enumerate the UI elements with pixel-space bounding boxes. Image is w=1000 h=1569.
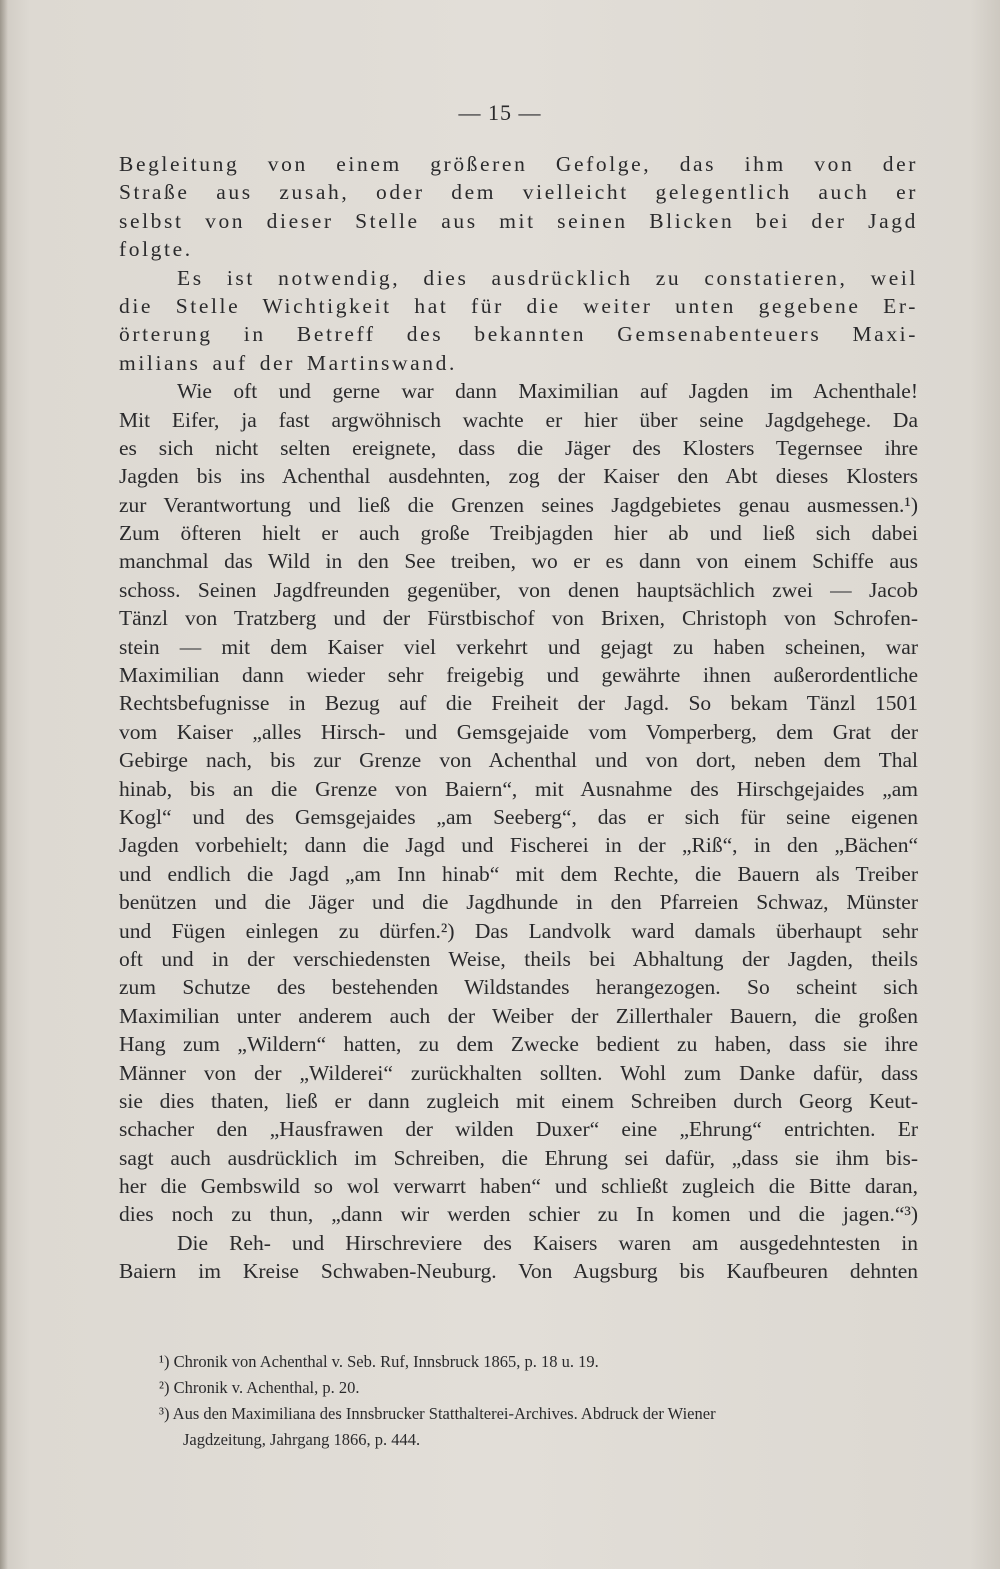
- text-line: Männer von der „Wilderei“ zurückhalten sollten. Wohl zum Danke dafür, dass: [119, 1060, 918, 1085]
- text-line: Hang zum „Wildern“ hatten, zu dem Zwecke bedient zu haben, dass sie ihre: [119, 1032, 918, 1057]
- text-line: sie dies thaten, ließ er dann zugleich mit einem Schreiben durch Georg Keut-: [119, 1088, 918, 1113]
- text-line: schacher den „Hausfrawen der wilden Duxer“ eine „Ehrung“ entrichten. Er: [119, 1117, 918, 1142]
- text-line: Die Reh- und Hirschreviere des Kaisers waren am ausgedehntesten in: [177, 1230, 918, 1255]
- text-line: oft und in der verschiedensten Weise, theils bei Abhaltung der Jagden, theils: [119, 946, 918, 971]
- text-line: Zum öfteren hielt er auch große Treibjagden hier ab und ließ sich dabei: [119, 521, 918, 546]
- text-line: Es ist notwendig, dies ausdrücklich zu constatieren, weil: [177, 265, 918, 290]
- text-line: Kogl“ und des Gemsgejaides „am Seeberg“, das er sich für seine eigenen: [119, 804, 918, 829]
- text-line: selbst von dieser Stelle aus mit seinen Blicken bei der Jagd: [119, 208, 918, 233]
- text-line: Gebirge nach, bis zur Grenze von Achenthal und von dort, neben dem Thal: [119, 748, 918, 773]
- footnote: ²) Chronik v. Achenthal, p. 20.: [159, 1378, 360, 1397]
- text-line: manchmal das Wild in den See treiben, wo er es dann von einem Schiffe aus: [119, 549, 918, 574]
- text-line: und endlich die Jagd „am Inn hinab“ mit dem Rechte, die Bauern als Treiber: [119, 861, 918, 886]
- text-line: Tänzl von Tratzberg und der Fürstbischof von Brixen, Christoph von Schrofen-: [119, 606, 918, 631]
- text-line: Jagden vorbehielt; dann die Jagd und Fischerei in der „Riß“, in den „Bächen“: [119, 833, 918, 858]
- text-line: folgte.: [119, 237, 193, 262]
- text-line: Straße aus zusah, oder dem vielleicht gelegentlich auch er: [119, 180, 918, 205]
- text-line: Jagden bis ins Achenthal ausdehnten, zog der Kaiser den Abt dieses Klosters: [119, 464, 918, 489]
- text-line: dies noch zu thun, „dann wir werden schier zu In komen und die jagen.“³): [119, 1202, 918, 1227]
- text-line: vom Kaiser „alles Hirsch- und Gemsgejaide vom Vomperberg, dem Grat der: [119, 719, 918, 744]
- text-line: Baiern im Kreise Schwaben-Neuburg. Von Augsburg bis Kaufbeuren dehnten: [119, 1259, 918, 1284]
- text-line: Maximilian dann wieder sehr freigebig und gewährte ihnen außerordentliche: [119, 663, 918, 688]
- text-line: milians auf der Martinswand.: [119, 350, 457, 375]
- text-line: Mit Eifer, ja fast argwöhnisch wachte er hier über seine Jagdgehege. Da: [119, 407, 918, 432]
- text-line: her die Gembswild so wol verwarrt haben“ und schließt zugleich die Bitte daran,: [119, 1174, 918, 1199]
- text-line: zum Schutze des bestehenden Wildstandes herangezogen. So scheint sich: [119, 975, 918, 1000]
- text-line: Maximilian unter anderem auch der Weiber der Zillerthaler Bauern, die großen: [119, 1003, 918, 1028]
- text-line: die Stelle Wichtigkeit hat für die weiter unten gegebene Er-: [119, 293, 918, 318]
- footnote: ¹) Chronik von Achenthal v. Seb. Ruf, Innsbruck 1865, p. 18 u. 19.: [159, 1352, 599, 1371]
- text-line: es sich nicht selten ereignete, dass die Jäger des Klosters Tegernsee ihre: [119, 435, 918, 460]
- text-line: Rechtsbefugnisse in Bezug auf die Freiheit der Jagd. So bekam Tänzl 1501: [119, 691, 918, 716]
- text-line: benützen und die Jäger und die Jagdhunde in den Pfarreien Schwaz, Münster: [119, 890, 918, 915]
- text-line: hinab, bis an die Grenze von Baiern“, mit Ausnahme des Hirschgejaides „am: [119, 776, 918, 801]
- text-line: sagt auch ausdrücklich im Schreiben, die Ehrung sei dafür, „dass sie ihm bis-: [119, 1145, 918, 1170]
- text-line: zur Verantwortung und ließ die Grenzen seines Jagdgebietes genau ausmessen.¹): [119, 492, 918, 517]
- text-line: stein — mit dem Kaiser viel verkehrt und gejagt zu haben scheinen, war: [119, 634, 918, 659]
- body-text: [119, 150, 918, 1286]
- text-line: örterung in Betreff des bekannten Gemsenabenteuers Maxi-: [119, 322, 918, 347]
- text-line: und Fügen einlegen zu dürfen.²) Das Landvolk ward damals überhaupt sehr: [119, 918, 918, 943]
- text-line: Wie oft und gerne war dann Maximilian auf Jagden im Achenthale!: [177, 379, 918, 404]
- footnote: Jagdzeitung, Jahrgang 1866, p. 444.: [183, 1430, 421, 1449]
- page-edge-shadow: [0, 0, 8, 1569]
- text-line: Begleitung von einem größeren Gefolge, das ihm von der: [119, 152, 918, 176]
- footnotes: [159, 1349, 919, 1453]
- page-number: — 15 —: [458, 100, 542, 125]
- text-line: schoss. Seinen Jagdfreunden gegenüber, von denen hauptsächlich zwei — Jacob: [119, 577, 918, 602]
- footnote: ³) Aus den Maximiliana des Innsbrucker Statthalterei-Archives. Abdruck der Wiener: [159, 1404, 716, 1423]
